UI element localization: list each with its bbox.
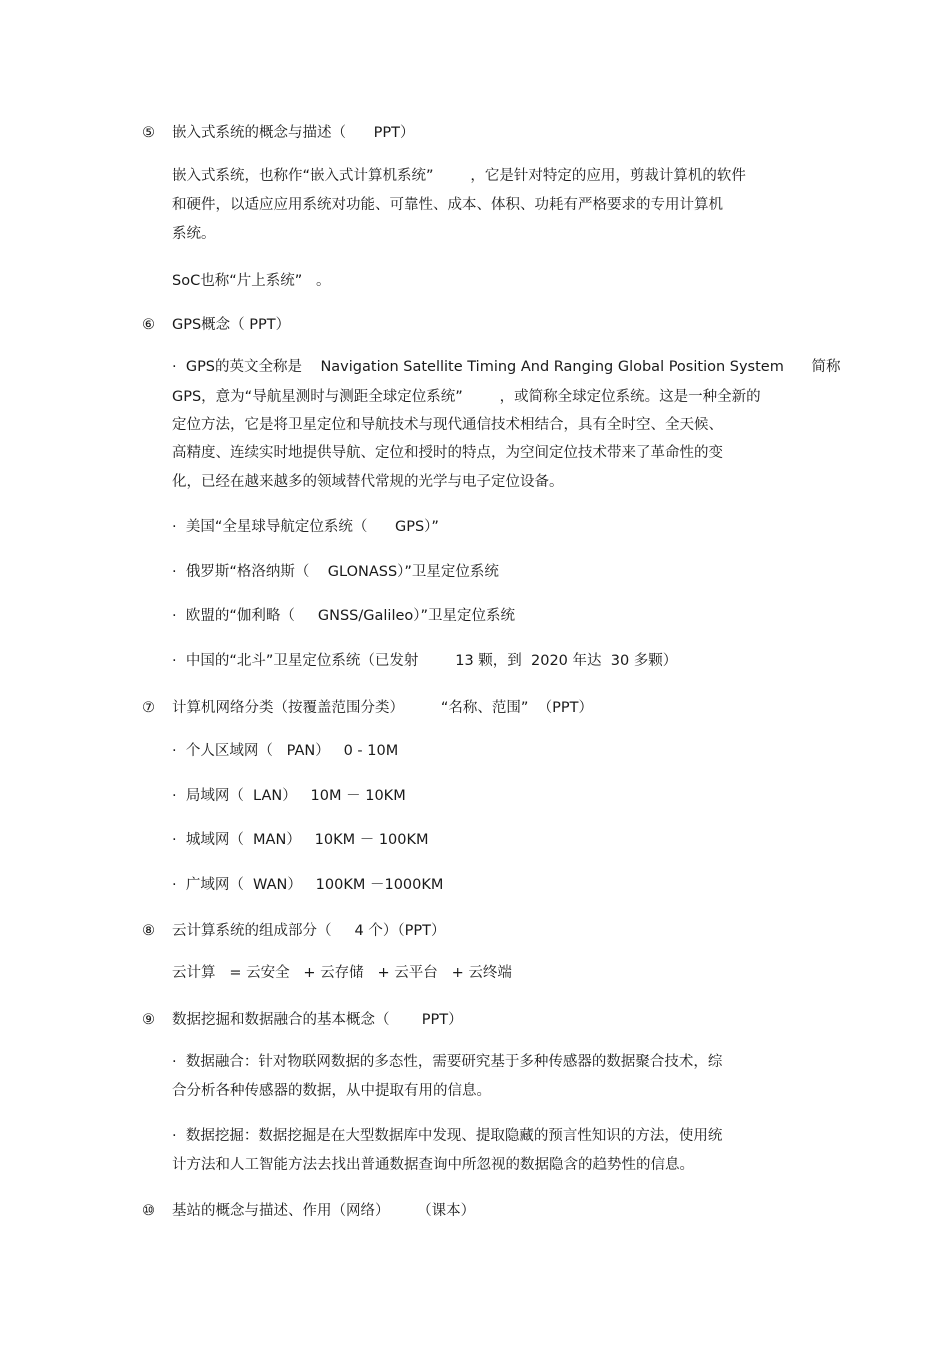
bullet-item: · 欧盟的“伽利略（ GNSS/Galileo）”卫星定位系统 bbox=[172, 608, 516, 624]
paragraph-line: 嵌入式系统，也称作“嵌入式计算机系统” ，它是针对特定的应用，剪裁计算机的软件 bbox=[172, 168, 746, 184]
bullet-item: · GPS的英文全称是 Navigation Satellite Timing And Ranging Global Position System 简称 bbox=[172, 359, 841, 375]
paragraph-line: 定位方法，它是将卫星定位和导航技术与现代通信技术相结合，具有全时空、全天候、 bbox=[172, 417, 723, 433]
paragraph-line: 合分析各种传感器的数据，从中提取有用的信息。 bbox=[172, 1083, 491, 1099]
paragraph-line: 系统。 bbox=[172, 226, 216, 242]
bullet-item: · 个人区域网（ PAN） 0 - 10M bbox=[172, 743, 399, 759]
bullet-item: · 城域网（ MAN） 10KM － 100KM bbox=[172, 832, 429, 848]
bullet-item: · 中国的“北斗”卫星定位系统（已发射 13 颗，到 2020 年达 30 多颗） bbox=[172, 653, 678, 669]
section-heading: 基站的概念与描述、作用（网络） （课本） bbox=[172, 1203, 476, 1219]
section-number: ⑨ bbox=[142, 1012, 155, 1028]
bullet-item: · 美国“全星球导航定位系统（ GPS）” bbox=[172, 519, 439, 535]
section-heading: 计算机网络分类（按覆盖范围分类） “名称、范围” （PPT） bbox=[172, 700, 593, 716]
section-heading: GPS概念（ PPT） bbox=[172, 317, 291, 333]
formula-line: 云计算 = 云安全 + 云存储 + 云平台 + 云终端 bbox=[172, 965, 512, 981]
section-heading: 云计算系统的组成部分（ 4 个）（PPT） bbox=[172, 923, 446, 939]
paragraph-line: 高精度、连续实时地提供导航、定位和授时的特点，为空间定位技术带来了革命性的变 bbox=[172, 445, 723, 461]
section-number: ⑦ bbox=[142, 700, 155, 716]
bullet-item: · 数据融合：针对物联网数据的多态性，需要研究基于多种传感器的数据聚合技术，综 bbox=[172, 1054, 723, 1070]
section-heading: 数据挖掘和数据融合的基本概念（ PPT） bbox=[172, 1012, 463, 1028]
section-number: ⑤ bbox=[142, 125, 155, 141]
paragraph-line: 和硬件，以适应应用系统对功能、可靠性、成本、体积、功耗有严格要求的专用计算机 bbox=[172, 197, 723, 213]
bullet-item: · 数据挖掘：数据挖掘是在大型数据库中发现、提取隐藏的预言性知识的方法，使用统 bbox=[172, 1128, 723, 1144]
bullet-item: · 广域网（ WAN） 100KM －1000KM bbox=[172, 877, 444, 893]
bullet-item: · 俄罗斯“格洛纳斯（ GLONASS）”卫星定位系统 bbox=[172, 564, 499, 580]
bullet-item: · 局域网（ LAN） 10M － 10KM bbox=[172, 788, 406, 804]
section-number: ⑧ bbox=[142, 923, 155, 939]
paragraph-line: GPS，意为“导航星测时与测距全球定位系统” ，或简称全球定位系统。这是一种全新的 bbox=[172, 389, 761, 405]
section-number: ⑩ bbox=[142, 1203, 155, 1219]
paragraph-line: SoC也称“片上系统” 。 bbox=[172, 273, 331, 289]
paragraph-line: 化，已经在越来越多的领域替代常规的光学与电子定位设备。 bbox=[172, 474, 564, 490]
section-number: ⑥ bbox=[142, 317, 155, 333]
paragraph-line: 计方法和人工智能方法去找出普通数据查询中所忽视的数据隐含的趋势性的信息。 bbox=[172, 1157, 694, 1173]
section-heading: 嵌入式系统的概念与描述（ PPT） bbox=[172, 125, 415, 141]
